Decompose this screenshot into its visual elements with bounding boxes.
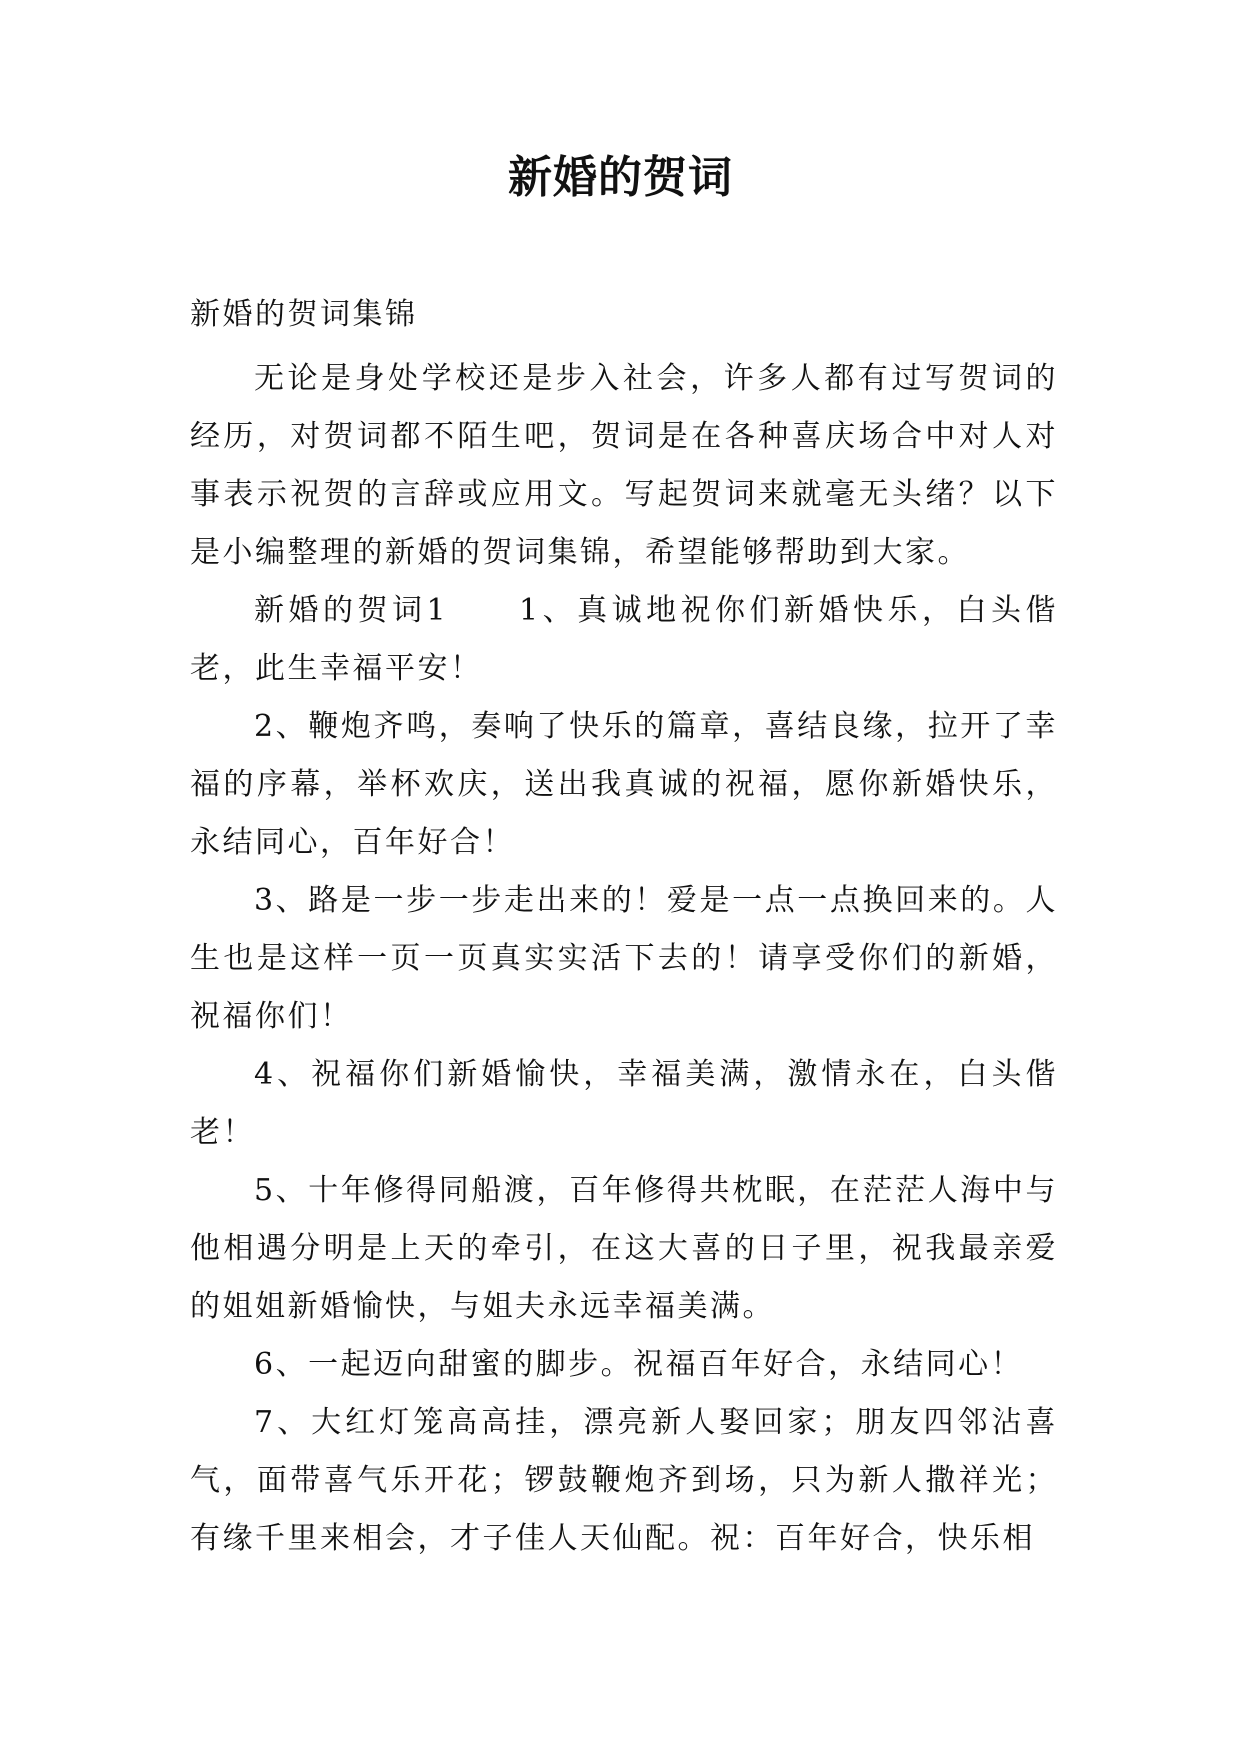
greeting-paragraph-5: 5、十年修得同船渡，百年修得共枕眠，在茫茫人海中与他相遇分明是上天的牵引，在这大喜的日子里，祝我最亲爱的姐姐新婚愉快，与姐夫永远幸福美满。 (190, 1173, 1058, 1324)
greeting-paragraph-2: 2、鞭炮齐鸣，奏响了快乐的篇章，喜结良缘，拉开了幸福的序幕，举杯欢庆，送出我真诚的祝福，愿你新婚快乐，永结同心，百年好合！ (190, 709, 1058, 860)
greeting-paragraph-7: 7、大红灯笼高高挂，漂亮新人娶回家；朋友四邻沾喜气，面带喜气乐开花；锣鼓鞭炮齐到场，只为新人撒祥光；有缘千里来相会，才子佳人天仙配。祝：百年好合，快乐相 (190, 1405, 1058, 1556)
intro-paragraph: 无论是身处学校还是步入社会，许多人都有过写贺词的经历，对贺词都不陌生吧，贺词是在各种喜庆场合中对人对事表示祝贺的言辞或应用文。写起贺词来就毫无头绪？以下是小编整理的新婚的贺词集锦，希望能够帮助到大家。 (190, 361, 1058, 570)
greeting-paragraph-4: 4、祝福你们新婚愉快，幸福美满，激情永在，白头偕老！ (190, 1057, 1058, 1150)
greeting-paragraph-1: 新婚的贺词1 1、真诚地祝你们新婚快乐，白头偕老，此生幸福平安！ (190, 593, 1058, 686)
greeting-paragraph-6: 6、一起迈向甜蜜的脚步。祝福百年好合，永结同心！ (254, 1347, 1024, 1382)
document-body (190, 286, 1058, 1568)
greeting-paragraph-3: 3、路是一步一步走出来的！爱是一点一点换回来的。人生也是这样一页一页真实实活下去的！请享受你们的新婚，祝福你们！ (190, 883, 1058, 1034)
document-subtitle: 新婚的贺词集锦 (190, 297, 418, 332)
document-title: 新婚的贺词 (508, 152, 733, 203)
